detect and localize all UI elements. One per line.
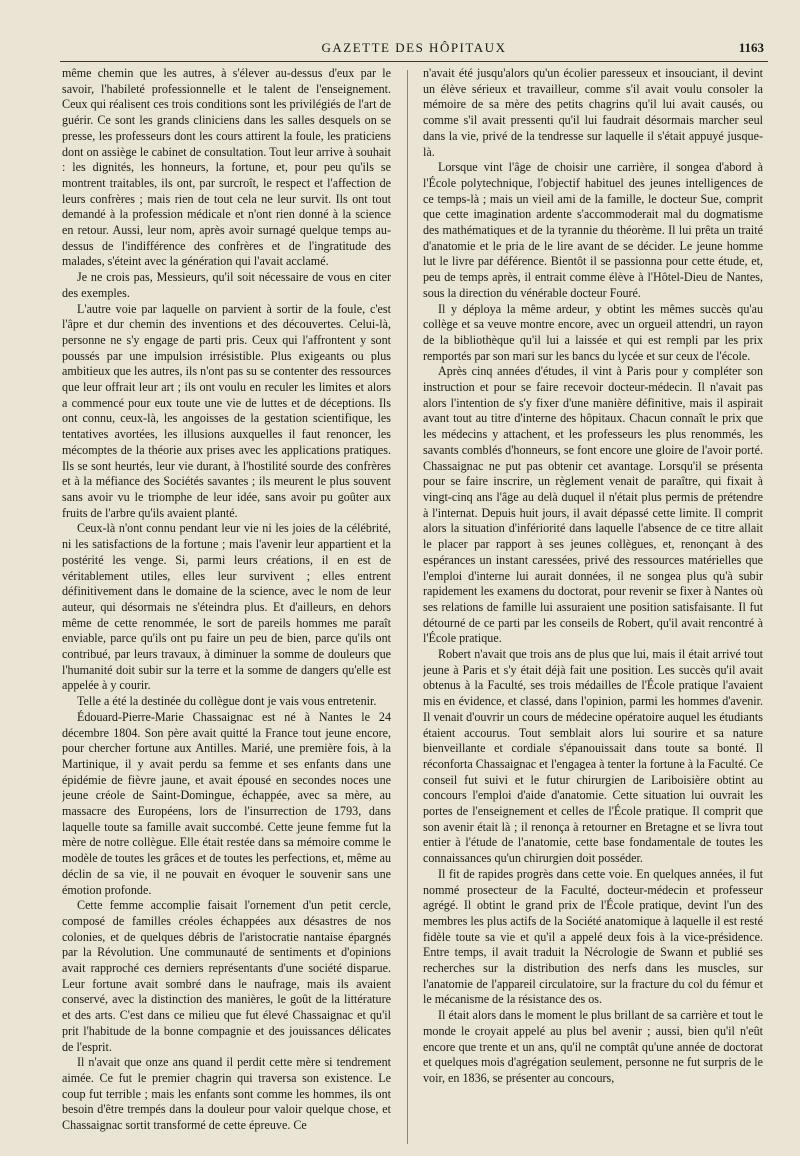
paragraph: n'avait été jusqu'alors qu'un écolier paresseux et insouciant, il devint un élève sérieux et travailleur, comme s'il avait voulu consoler la mémoire de sa mère des petits chagrins qu'il lui avait causés, ou comme s'il avait pressenti qu'il lui faudrait désormais marcher seul dans la vie, privé de la tendresse sur laquelle il s'était appuyé jusque-là. (423, 66, 763, 159)
paragraph: Il y déploya la même ardeur, y obtint les mêmes succès qu'au collège et sa veuve montre encore, avec un orgueil attendri, un rayon de la bibliothèque qu'il lui a laissée et qui est rempli par les prix remportés par son mari sur les bancs du lycée et sur ceux de l'école. (423, 301, 763, 363)
running-title: GAZETTE DES HÔPITAUX (321, 40, 507, 55)
paragraph: même chemin que les autres, à s'élever au-dessus d'eux par le savoir, l'habileté professionnelle et le talent de l'enseignement. Ceux qui réalisent ces trois conditions sont les privilégiés de l'art de guérir. Ce sont les grands cliniciens dans les salles desquels on se presse, les professeurs dont les cours attirent la foule, les praticiens dont on assiège le cabinet de consultation. Tout leur arrive à souhait : les dignités, les honneurs, la fortune, et, pour peu qu'ils se montrent traitables, ils ont, par surcroît, le respect et l'affection de leurs confrères ; mais rien de tout cela ne leur survit. Ils ont tout demandé à la profession médicale et n'ont rien donné à la science en retour. Aussi, leur nom, après avoir surnagé quelque temps au-dessus de l'indifférence des confrères et de l'ingratitude des malades, s'éteint avec la génération qui l'avait acclamé. (62, 66, 391, 269)
paragraph: Cette femme accomplie faisait l'ornement d'un petit cercle, composé de familles créoles échappées aux désastres de nos colonies, et de quelques débris de l'aristocratie nantaise épargnés par la Révolution. Une communauté de sentiments et d'opinions avait rapproché ces derniers représentants d'une société disparue. Leur fortune avait sombré dans le naufrage, mais ils avaient conservé, avec la distinction des manières, le goût de la littérature et des arts. C'est dans ce milieu que fut élevé Chassaignac et qu'il prit l'habitude de la bonne compagnie et des jouissances délicates de l'esprit. (62, 898, 391, 1054)
paragraph: Je ne crois pas, Messieurs, qu'il soit nécessaire de vous en citer des exemples. (62, 270, 391, 300)
page-number: 1163 (738, 40, 764, 55)
paragraph: Après cinq années d'études, il vint à Paris pour y compléter son instruction et pour se faire recevoir docteur-médecin. Il n'avait pas alors l'intention de s'y fixer d'une manière définitive, mais il aspirait avant tout au titre d'interne des hôpitaux. Chacun connaît le prix que les médecins y attachent, et les professeurs les plus renommés, les savants comblés d'honneurs, se font encore une gloire de l'avoir porté. Chassaignac ne put pas obtenir cet avantage. Lorsqu'il se présenta pour se faire inscrire, un règlement venait de paraître, qui fixait à vingt-cinq ans l'âge au delà duquel il n'était plus permis de prétendre à l'internat. Depuis huit jours, il avait dépassé cette limite. Il comprit alors la situation d'infériorité dans laquelle l'absence de ce titre allait le placer par rapport à ses jeunes collègues, et, renonçant à des espérances un instant caressées, privé des ressources matérielles que l'emploi d'interne lui aurait données, il ne songea plus qu'à subir rapidement les examens du doctorat, pour revenir se fixer à Nantes où ses relations de famille lui assuraient une position satisfaisante. Il fut détourné de ce parti par les conseils de Robert, qu'il avait rencontré à l'École pratique. (423, 364, 763, 646)
paragraph: Robert n'avait que trois ans de plus que lui, mais il était arrivé tout jeune à Paris et s'y était déjà fait une position. Les succès qu'il avait obtenus à la Faculté, ses trois médailles de l'École pratique l'avaient mis en évidence, et classé, dans l'opinion, parmi les hommes d'avenir. Il venait d'ouvrir un cours de médecine opératoire auquel les étudiants étaient accourus. Tout semblait alors lui sourire et sa nature bienveillante et cordiale s'épanouissait dans toute sa bonté. Il réconforta Chassaignac et l'engagea à tenter la fortune à la Faculté. Ce conseil fut suivi et le futur chirurgien de Lariboisière obtint au concours l'emploi d'aide d'anatomie. Cette situation lui ouvrait les portes de l'enseignement et celles de l'École pratique. Il comprit que son avenir était là ; il renonça à retourner en Bretagne et se livra tout entier à l'étude de l'anatomie, cette base fondamentale de toutes les connaissances qu'un chirurgien doit posséder. (423, 647, 763, 866)
paragraph: L'autre voie par laquelle on parvient à sortir de la foule, c'est l'âpre et dur chemin des inventions et des découvertes. Celui-là, personne ne s'y engage de parti pris. Ceux qui l'affrontent y sont poussés par une impulsion irrésistible. Plus exigeants ou plus ambitieux que les autres, ils n'ont pas su se contenter des ressources que leur offrait leur art ; ils ont voulu en reculer les limites et alors a commencé pour eux toute une vie de luttes et de déceptions. Ils ont connu, ceux-là, les angoisses de la gestation scientifique, les tentatives avortées, les illusions auxquelles il faut renoncer, les mécomptes de la théorie aux prises avec les applications pratiques. Ils se sont heurtés, leur vie durant, à l'hostilité sourde des confrères et à la méfiance des Sociétés savantes ; ils meurent le plus souvent sans avoir vu le triomphe de leur idée, sans avoir pu goûter aux fruits de l'arbre qu'ils avaient planté. (62, 301, 391, 520)
page-header (60, 40, 768, 62)
paragraph: Il fit de rapides progrès dans cette voie. En quelques années, il fut nommé prosecteur de la Faculté, docteur-médecin et professeur agrégé. Il obtint le grand prix de l'École pratique, devint l'un des membres les plus actifs de la Société anatomique à laquelle il est resté fidèle toute sa vie et qu'il a appelé deux fois à la vice-présidence. Entre temps, il avait traduit la Nécrologie de Swann et publié ses recherches sur la distribution des nerfs dans les muscles, sur l'anatomie de l'appareil circulatoire, sur la fracture du col du fémur et le mécanisme de la résistance des os. (423, 866, 763, 1007)
header-rule (60, 61, 768, 62)
paragraph: Il n'avait que onze ans quand il perdit cette mère si tendrement aimée. Ce fut le premier chagrin qui traversa son existence. Le coup fut terrible ; mais les enfants sont comme les hommes, ils ont besoin d'être trempés dans la douleur pour valoir quelque chose, et Chassaignac sortit transformé de cette épreuve. Ce (62, 1055, 391, 1133)
paragraph: Lorsque vint l'âge de choisir une carrière, il songea d'abord à l'École polytechnique, l'objectif habituel des jeunes intelligences de ce temps-là ; mais un vieil ami de la famille, le docteur Sue, comprit que cette imagination ardente s'accommoderait mal du dogmatisme des mathématiques et de la tyrannie du théorème. Il lui prêta un traité d'anatomie et le pria de le lire avant de se décider. Le jeune homme lut le livre par déférence. Bientôt il se passionna pour cette étude, et, peu de temps après, il entrait comme élève à l'Hôtel-Dieu de Nantes, sous la direction du vénérable docteur Fouré. (423, 160, 763, 300)
paragraph: Ceux-là n'ont connu pendant leur vie ni les joies de la célébrité, ni les satisfactions de la fortune ; mais l'avenir leur appartient et la postérité les venge. Si, parmi leurs créations, il en est de véritablement utiles, elles leur survivent ; elles entrent définitivement dans le domaine de la science, avec le nom de leur auteur, qui désormais ne s'éteindra plus. Et d'ailleurs, en dehors même de cette renommée, le sort de pareils hommes me paraît enviable, parce qu'ils ont pu faire un peu de bien, parce qu'ils ont contribué, par leurs travaux, à diminuer la somme de douleurs que l'humanité doit subir sur la terre et la somme de dangers qu'elle est appelée à y courir. (62, 521, 391, 693)
paragraph: Édouard-Pierre-Marie Chassaignac est né à Nantes le 24 décembre 1804. Son père avait quitté la France tout jeune encore, pour chercher fortune aux Antilles. Marié, une première fois, à la Martinique, il y avait perdu sa femme et ses enfants dans une épidémie de fièvre jaune, et avait épousé en secondes noces une jeune créole de Saint-Domingue, échappée, avec sa mère, au massacre des Européens, lors de l'insurrection de 1793, dans laquelle toute sa famille avait succombé. Cette jeune femme fut la mère de notre collègue. Elle était restée dans sa mémoire comme le modèle de toutes les grâces et de toutes les perfections, et, même au déclin de sa vie, il ne pouvait en évoquer le souvenir sans une émotion profonde. (62, 709, 391, 897)
column-divider (407, 70, 408, 1144)
paragraph: Il était alors dans le moment le plus brillant de sa carrière et tout le monde le croyait appelé au plus bel avenir ; aussi, bien qu'il n'eût encore que trente et un ans, qu'il ne comptât qu'une année de doctorat et quelques mois d'agrégation seulement, personne ne fut surpris de le voir, en 1836, se présenter au concours, (423, 1008, 763, 1085)
paragraph: Telle a été la destinée du collègue dont je vais vous entretenir. (77, 694, 377, 709)
left-column (62, 66, 391, 1146)
right-column (423, 66, 763, 1146)
